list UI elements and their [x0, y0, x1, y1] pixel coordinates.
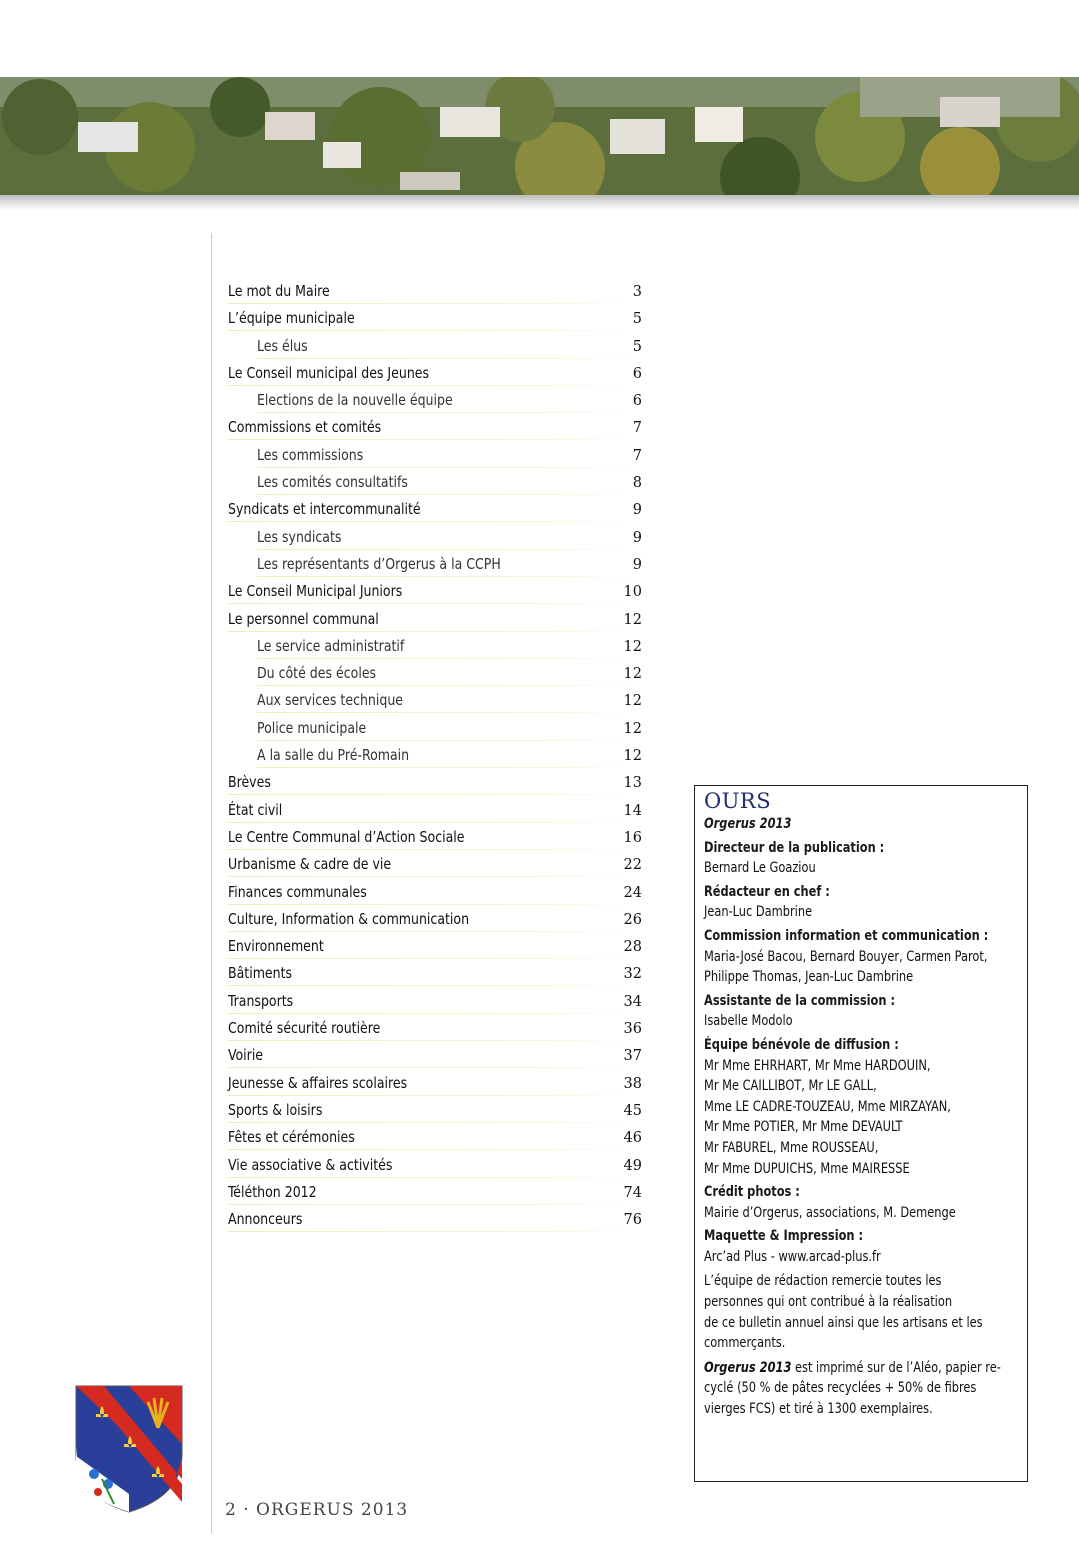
- toc-entry-page: 12: [623, 638, 642, 655]
- aerial-photo: [0, 77, 1079, 195]
- paper-line-3: vierges FCS) et tiré à 1300 exemplaires.: [704, 1401, 933, 1418]
- thanks-line-1: L’équipe de rédaction remercie toutes les: [704, 1273, 942, 1290]
- toc-entry-label: Les syndicats: [257, 527, 342, 546]
- commission-members-1: Maria-José Bacou, Bernard Bouyer, Carmen Parot,: [704, 948, 988, 965]
- toc-entry: [228, 1100, 642, 1127]
- toc-entry-page: 14: [623, 802, 642, 819]
- toc-entry-label: Les comités consultatifs: [257, 473, 408, 492]
- toc-entry-rule: [257, 467, 642, 468]
- toc-entry-page: 13: [623, 775, 642, 792]
- toc-entry-rule: [228, 876, 642, 877]
- toc-entry-page: 10: [623, 584, 642, 601]
- toc-entry-label: Le service administratif: [257, 636, 405, 655]
- toc-entry-page: 7: [632, 420, 642, 437]
- toc-subentry: [228, 390, 642, 417]
- toc-subentry: [228, 527, 642, 554]
- commission-members-2: Philippe Thomas, Jean-Luc Dambrine: [704, 969, 914, 986]
- team-label: Équipe bénévole de diffusion :: [704, 1036, 899, 1053]
- toc-entry-label: Le Centre Communal d’Action Sociale: [228, 827, 465, 846]
- toc-entry-page: 5: [632, 311, 642, 328]
- thanks-line-4: commerçants.: [704, 1335, 786, 1352]
- toc-entry: [228, 581, 642, 608]
- team-members-2: Mr Me CAILLIBOT, Mr LE GALL,: [704, 1078, 877, 1095]
- toc-entry-page: 9: [632, 529, 642, 546]
- toc-entry-label: Aux services technique: [257, 691, 404, 710]
- aerial-photo-banner: [0, 77, 1079, 195]
- director-name: Bernard Le Goaziou: [704, 860, 816, 877]
- toc-entry-label: Les élus: [257, 336, 308, 355]
- toc-entry-page: 36: [623, 1021, 642, 1038]
- toc-entry-rule: [228, 904, 642, 905]
- toc-entry-rule: [228, 1177, 642, 1178]
- team-members-6: Mr Mme DUPUICHS, Mme MAIRESSE: [704, 1160, 910, 1177]
- toc-entry-label: Finances communales: [228, 882, 367, 901]
- toc-entry-rule: [257, 685, 642, 686]
- toc-entry-rule: [257, 358, 642, 359]
- toc-entry-page: 46: [623, 1130, 642, 1147]
- toc-entry-page: 12: [623, 666, 642, 683]
- toc-entry: [228, 1045, 642, 1072]
- toc-entry: [228, 1127, 642, 1154]
- toc-subentry: [228, 445, 642, 472]
- toc-entry: [228, 281, 642, 308]
- team-members-4: Mr Mme POTIER, Mr Mme DEVAULT: [704, 1119, 903, 1136]
- toc-entry: [228, 1018, 642, 1045]
- toc-entry-label: Jeunesse & affaires scolaires: [228, 1073, 408, 1092]
- toc-entry: [228, 417, 642, 444]
- toc-entry-label: Comité sécurité routière: [228, 1019, 381, 1038]
- toc-entry-label: Culture, Information & communication: [228, 909, 470, 928]
- team-members-1: Mr Mme EHRHART, Mr Mme HARDOUIN,: [704, 1057, 931, 1074]
- editor-name: Jean-Luc Dambrine: [704, 904, 813, 921]
- toc-entry-label: Fêtes et cérémonies: [228, 1128, 355, 1147]
- orgerus-coat-of-arms: [74, 1384, 184, 1514]
- toc-entry: [228, 1182, 642, 1209]
- page-footer: 2 · ORGERUS 2013: [225, 1500, 409, 1520]
- toc-entry-rule: [228, 985, 642, 986]
- toc-entry-label: Commissions et comités: [228, 418, 382, 437]
- toc-entry-rule: [228, 303, 642, 304]
- toc-entry-page: 3: [632, 284, 642, 300]
- toc-entry: [228, 1155, 642, 1182]
- toc-entry-rule: [228, 1231, 642, 1232]
- toc-entry: [228, 963, 642, 990]
- banner-shadow: [0, 195, 1079, 211]
- thanks-line-3: de ce bulletin annuel ainsi que les artisans et les: [704, 1314, 983, 1331]
- column-divider: [211, 233, 212, 1533]
- toc-entry: [228, 772, 642, 799]
- toc-entry-label: Elections de la nouvelle équipe: [257, 391, 453, 410]
- toc-entry-page: 6: [632, 393, 642, 410]
- toc-entry-label: Le mot du Maire: [228, 282, 330, 300]
- toc-entry-rule: [228, 1040, 642, 1041]
- ours-credits-box: [694, 785, 1028, 1482]
- photos-credit: Mairie d’Orgerus, associations, M. Demenge: [704, 1204, 956, 1221]
- toc-entry-rule: [257, 576, 642, 577]
- toc-subentry: [228, 690, 642, 717]
- toc-entry-label: Les commissions: [257, 445, 364, 464]
- toc-entry-label: Téléthon 2012: [228, 1182, 317, 1201]
- toc-entry-page: 28: [623, 939, 642, 956]
- toc-entry: [228, 936, 642, 963]
- toc-entry-page: 74: [623, 1184, 642, 1201]
- toc-entry-rule: [228, 631, 642, 632]
- toc-entry-rule: [228, 822, 642, 823]
- toc-entry-label: État civil: [228, 800, 283, 819]
- toc-entry-label: A la salle du Pré-Romain: [257, 746, 410, 765]
- toc-entry-page: 37: [623, 1048, 642, 1065]
- toc-entry: [228, 1209, 642, 1236]
- toc-entry-rule: [228, 1067, 642, 1068]
- toc-entry-label: Le Conseil Municipal Juniors: [228, 582, 403, 601]
- toc-subentry: [228, 336, 642, 363]
- ours-title: OURS: [704, 789, 772, 813]
- toc-entry-page: 8: [632, 475, 642, 492]
- toc-entry: [228, 499, 642, 526]
- toc-entry: [228, 909, 642, 936]
- ours-subtitle: Orgerus 2013: [704, 816, 792, 832]
- toc-entry-label: Voirie: [228, 1046, 264, 1065]
- paper-line-2: cyclé (50 % de pâtes recyclées + 50% de fibres: [704, 1380, 977, 1397]
- toc-entry-label: Environnement: [228, 937, 324, 956]
- toc-entry-page: 26: [623, 911, 642, 928]
- toc-entry-page: 6: [632, 365, 642, 382]
- toc-entry-label: Les représentants d’Orgerus à la CCPH: [257, 554, 501, 573]
- toc-entry: [228, 363, 642, 390]
- toc-subentry: [228, 636, 642, 663]
- toc-entry: [228, 800, 642, 827]
- toc-entry-rule: [228, 1013, 642, 1014]
- toc-entry-page: 49: [623, 1157, 642, 1174]
- toc-entry-rule: [228, 1204, 642, 1205]
- toc-entry-rule: [257, 740, 642, 741]
- toc-entry-label: Vie associative & activités: [228, 1155, 393, 1174]
- thanks-line-2: personnes qui ont contribué à la réalisation: [704, 1294, 953, 1311]
- toc-entry: [228, 1073, 642, 1100]
- toc-entry-page: 7: [632, 447, 642, 464]
- toc-entry-page: 12: [623, 611, 642, 628]
- table-of-contents: [228, 281, 642, 1236]
- toc-entry-rule: [257, 494, 642, 495]
- toc-entry-rule: [228, 1122, 642, 1123]
- print-label: Maquette & Impression :: [704, 1228, 864, 1245]
- toc-entry-page: 76: [623, 1212, 642, 1229]
- toc-entry: [228, 854, 642, 881]
- toc-entry-page: 9: [632, 556, 642, 573]
- toc-subentry: [228, 745, 642, 772]
- toc-subentry: [228, 718, 642, 745]
- assistant-name: Isabelle Modolo: [704, 1013, 793, 1030]
- toc-entry-rule: [228, 931, 642, 932]
- toc-entry-rule: [228, 958, 642, 959]
- toc-entry-label: Urbanisme & cadre de vie: [228, 855, 392, 874]
- toc-entry-rule: [228, 439, 642, 440]
- toc-entry-page: 34: [623, 993, 642, 1010]
- toc-entry: [228, 308, 642, 335]
- commission-label: Commission information et communication :: [704, 927, 989, 944]
- toc-entry-label: L’équipe municipale: [228, 309, 355, 328]
- print-credit: Arc’ad Plus - www.arcad-plus.fr: [704, 1248, 881, 1265]
- toc-entry: [228, 827, 642, 854]
- toc-entry-label: Le Conseil municipal des Jeunes: [228, 363, 430, 382]
- toc-entry: [228, 991, 642, 1018]
- assistant-label: Assistante de la commission :: [704, 992, 896, 1009]
- toc-entry-rule: [228, 330, 642, 331]
- toc-entry-label: Annonceurs: [228, 1210, 303, 1229]
- editor-label: Rédacteur en chef :: [704, 883, 830, 900]
- toc-entry-rule: [228, 794, 642, 795]
- toc-entry-label: Syndicats et intercommunalité: [228, 500, 421, 519]
- toc-entry-rule: [228, 1149, 642, 1150]
- toc-entry-rule: [228, 1095, 642, 1096]
- toc-entry-page: 16: [623, 829, 642, 846]
- toc-entry-rule: [228, 603, 642, 604]
- toc-entry-page: 12: [623, 693, 642, 710]
- toc-entry-label: Le personnel communal: [228, 609, 379, 628]
- toc-entry-label: Police municipale: [257, 718, 367, 737]
- toc-entry-rule: [228, 849, 642, 850]
- toc-entry-rule: [228, 521, 642, 522]
- toc-entry: [228, 882, 642, 909]
- toc-entry-label: Brèves: [228, 773, 271, 792]
- toc-entry-rule: [257, 412, 642, 413]
- toc-entry-rule: [228, 385, 642, 386]
- toc-entry-page: 9: [632, 502, 642, 519]
- paper-brand: Orgerus 2013: [704, 1359, 792, 1376]
- paper-line-1-text: est imprimé sur de l’Aléo, papier re-: [791, 1359, 1001, 1376]
- toc-entry-page: 5: [632, 338, 642, 355]
- toc-entry-label: Bâtiments: [228, 964, 293, 983]
- toc-entry-page: 24: [623, 884, 642, 901]
- toc-entry-page: 38: [623, 1075, 642, 1092]
- toc-entry-rule: [257, 658, 642, 659]
- toc-entry-rule: [257, 549, 642, 550]
- toc-entry-page: 22: [623, 857, 642, 874]
- toc-entry-rule: [257, 767, 642, 768]
- toc-entry-page: 32: [623, 966, 642, 983]
- toc-entry: [228, 609, 642, 636]
- team-members-3: Mme LE CADRE-TOUZEAU, Mme MIRZAYAN,: [704, 1098, 951, 1115]
- toc-entry-label: Du côté des écoles: [257, 664, 377, 683]
- toc-entry-page: 45: [623, 1102, 642, 1119]
- paper-line-1: [704, 1358, 1001, 1379]
- director-label: Directeur de la publication :: [704, 839, 885, 856]
- team-members-5: Mr FABUREL, Mme ROUSSEAU,: [704, 1139, 879, 1156]
- toc-entry-rule: [257, 712, 642, 713]
- toc-entry-label: Transports: [228, 991, 294, 1010]
- toc-subentry: [228, 472, 642, 499]
- toc-entry-label: Sports & loisirs: [228, 1100, 323, 1119]
- toc-subentry: [228, 554, 642, 581]
- toc-entry-page: 12: [623, 748, 642, 765]
- toc-subentry: [228, 663, 642, 690]
- toc-entry-page: 12: [623, 720, 642, 737]
- photos-label: Crédit photos :: [704, 1184, 800, 1201]
